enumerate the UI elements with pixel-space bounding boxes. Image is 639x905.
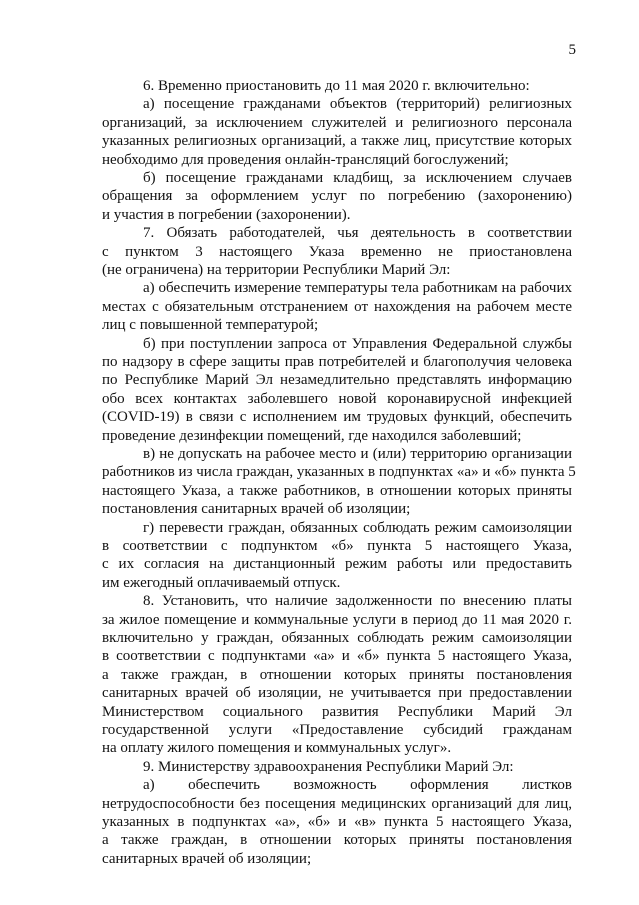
text-line: настоящего Указа, а также работников, в отношении которых приняты [102, 482, 572, 499]
text-line: санитарных врачей об изоляции; [102, 850, 312, 867]
text-line: 6. Временно приостановить до 11 мая 2020 г. включительно: [143, 78, 530, 94]
text-line: лиц с повышенной температурой; [102, 317, 319, 334]
text-line: а также граждан, в отношении которых приняты постановления [102, 666, 572, 683]
text-line: необходимо для проведения онлайн-трансляций богослужений; [102, 151, 509, 168]
text-line: б) посещение гражданами кладбищ, за исключением случаев [143, 170, 572, 186]
text-line: по надзору в сфере защиты прав потребителей и благополучия человека [102, 354, 572, 370]
text-line: по Республике Марий Эл незамедлительно представлять информацию [102, 372, 572, 389]
text-line: в соответствии с подпунктами «а» и «б» пункта 5 настоящего Указа, [102, 648, 572, 665]
text-line: в соответствии с подпунктом «б» пункта 5 настоящего Указа, [102, 538, 572, 554]
text-line: г) перевести граждан, обязанных соблюдать режим самоизоляции [143, 519, 572, 536]
page-number: 5 [568, 42, 576, 58]
text-line: б) при поступлении запроса от Управления Федеральной службы [143, 335, 572, 352]
text-line: (COVID-19) в связи с исполнением им трудовых функций, обеспечить [102, 409, 572, 426]
text-line: в) не допускать на рабочее место и (или) территорию организации [143, 446, 572, 462]
text-line: обо всех контактах заболевшего новой коронавирусной инфекцией [102, 390, 572, 407]
text-line: проведение дезинфекции помещений, где находился заболевший; [102, 427, 522, 444]
text-line: обращения за оформлением услуг по погребению (захоронению) [102, 188, 572, 205]
text-line: с пунктом 3 настоящего Указа временно не приостановлена [102, 243, 572, 260]
text-line: (не ограничена) на территории Республики Марий Эл: [102, 262, 451, 278]
text-line: 7. Обязать работодателей, чья деятельность в соответствии [143, 225, 572, 242]
text-line: санитарных врачей об изоляции, не учитывается при предоставлении [102, 685, 572, 702]
text-line: указанных в подпунктах «а», «б» и «в» пункта 5 настоящего Указа, [102, 814, 572, 830]
text-line: за жилое помещение и коммунальные услуги в период до 11 мая 2020 г. [102, 611, 572, 628]
text-line: 8. Установить, что наличие задолженности по внесению платы [143, 593, 572, 610]
text-line: а) обеспечить измерение температуры тела работникам на рабочих [143, 280, 572, 297]
text-line: включительно у граждан, обязанных соблюдать режим самоизоляции [102, 630, 572, 646]
text-line: Министерством социального развития Республики Марий Эл [102, 703, 572, 720]
text-line: 9. Министерству здравоохранения Республики Марий Эл: [143, 758, 514, 775]
text-line: работников из числа граждан, указанных в подпунктах «а» и «б» пункта 5 [102, 464, 576, 481]
text-line: постановления санитарных врачей об изоляции; [102, 501, 411, 518]
text-line: а) обеспечить возможность оформления листков [143, 777, 572, 794]
text-line: с их согласия на дистанционный режим работы или предоставить [102, 556, 572, 573]
text-line: указанных религиозных организаций, а также лиц, присутствие которых [102, 133, 572, 150]
text-line: и участия в погребении (захоронении). [102, 206, 351, 223]
text-line: нетрудоспособности без посещения медицинских организаций для лиц, [102, 795, 572, 812]
text-line: им ежегодный оплачиваемый отпуск. [102, 574, 341, 591]
text-line: на оплату жилого помещения и коммунальных услуг». [102, 740, 452, 757]
text-line: государственной услуги «Предоставление субсидий гражданам [102, 722, 572, 738]
text-line: а) посещение гражданами объектов (территорий) религиозных [143, 96, 572, 113]
text-line: организаций, за исключением служителей и религиозного персонала [102, 114, 572, 131]
text-line: местах с обязательным отстранением от нахождения на рабочем месте [102, 298, 572, 315]
text-line: а также граждан, в отношении которых приняты постановления [102, 832, 572, 849]
